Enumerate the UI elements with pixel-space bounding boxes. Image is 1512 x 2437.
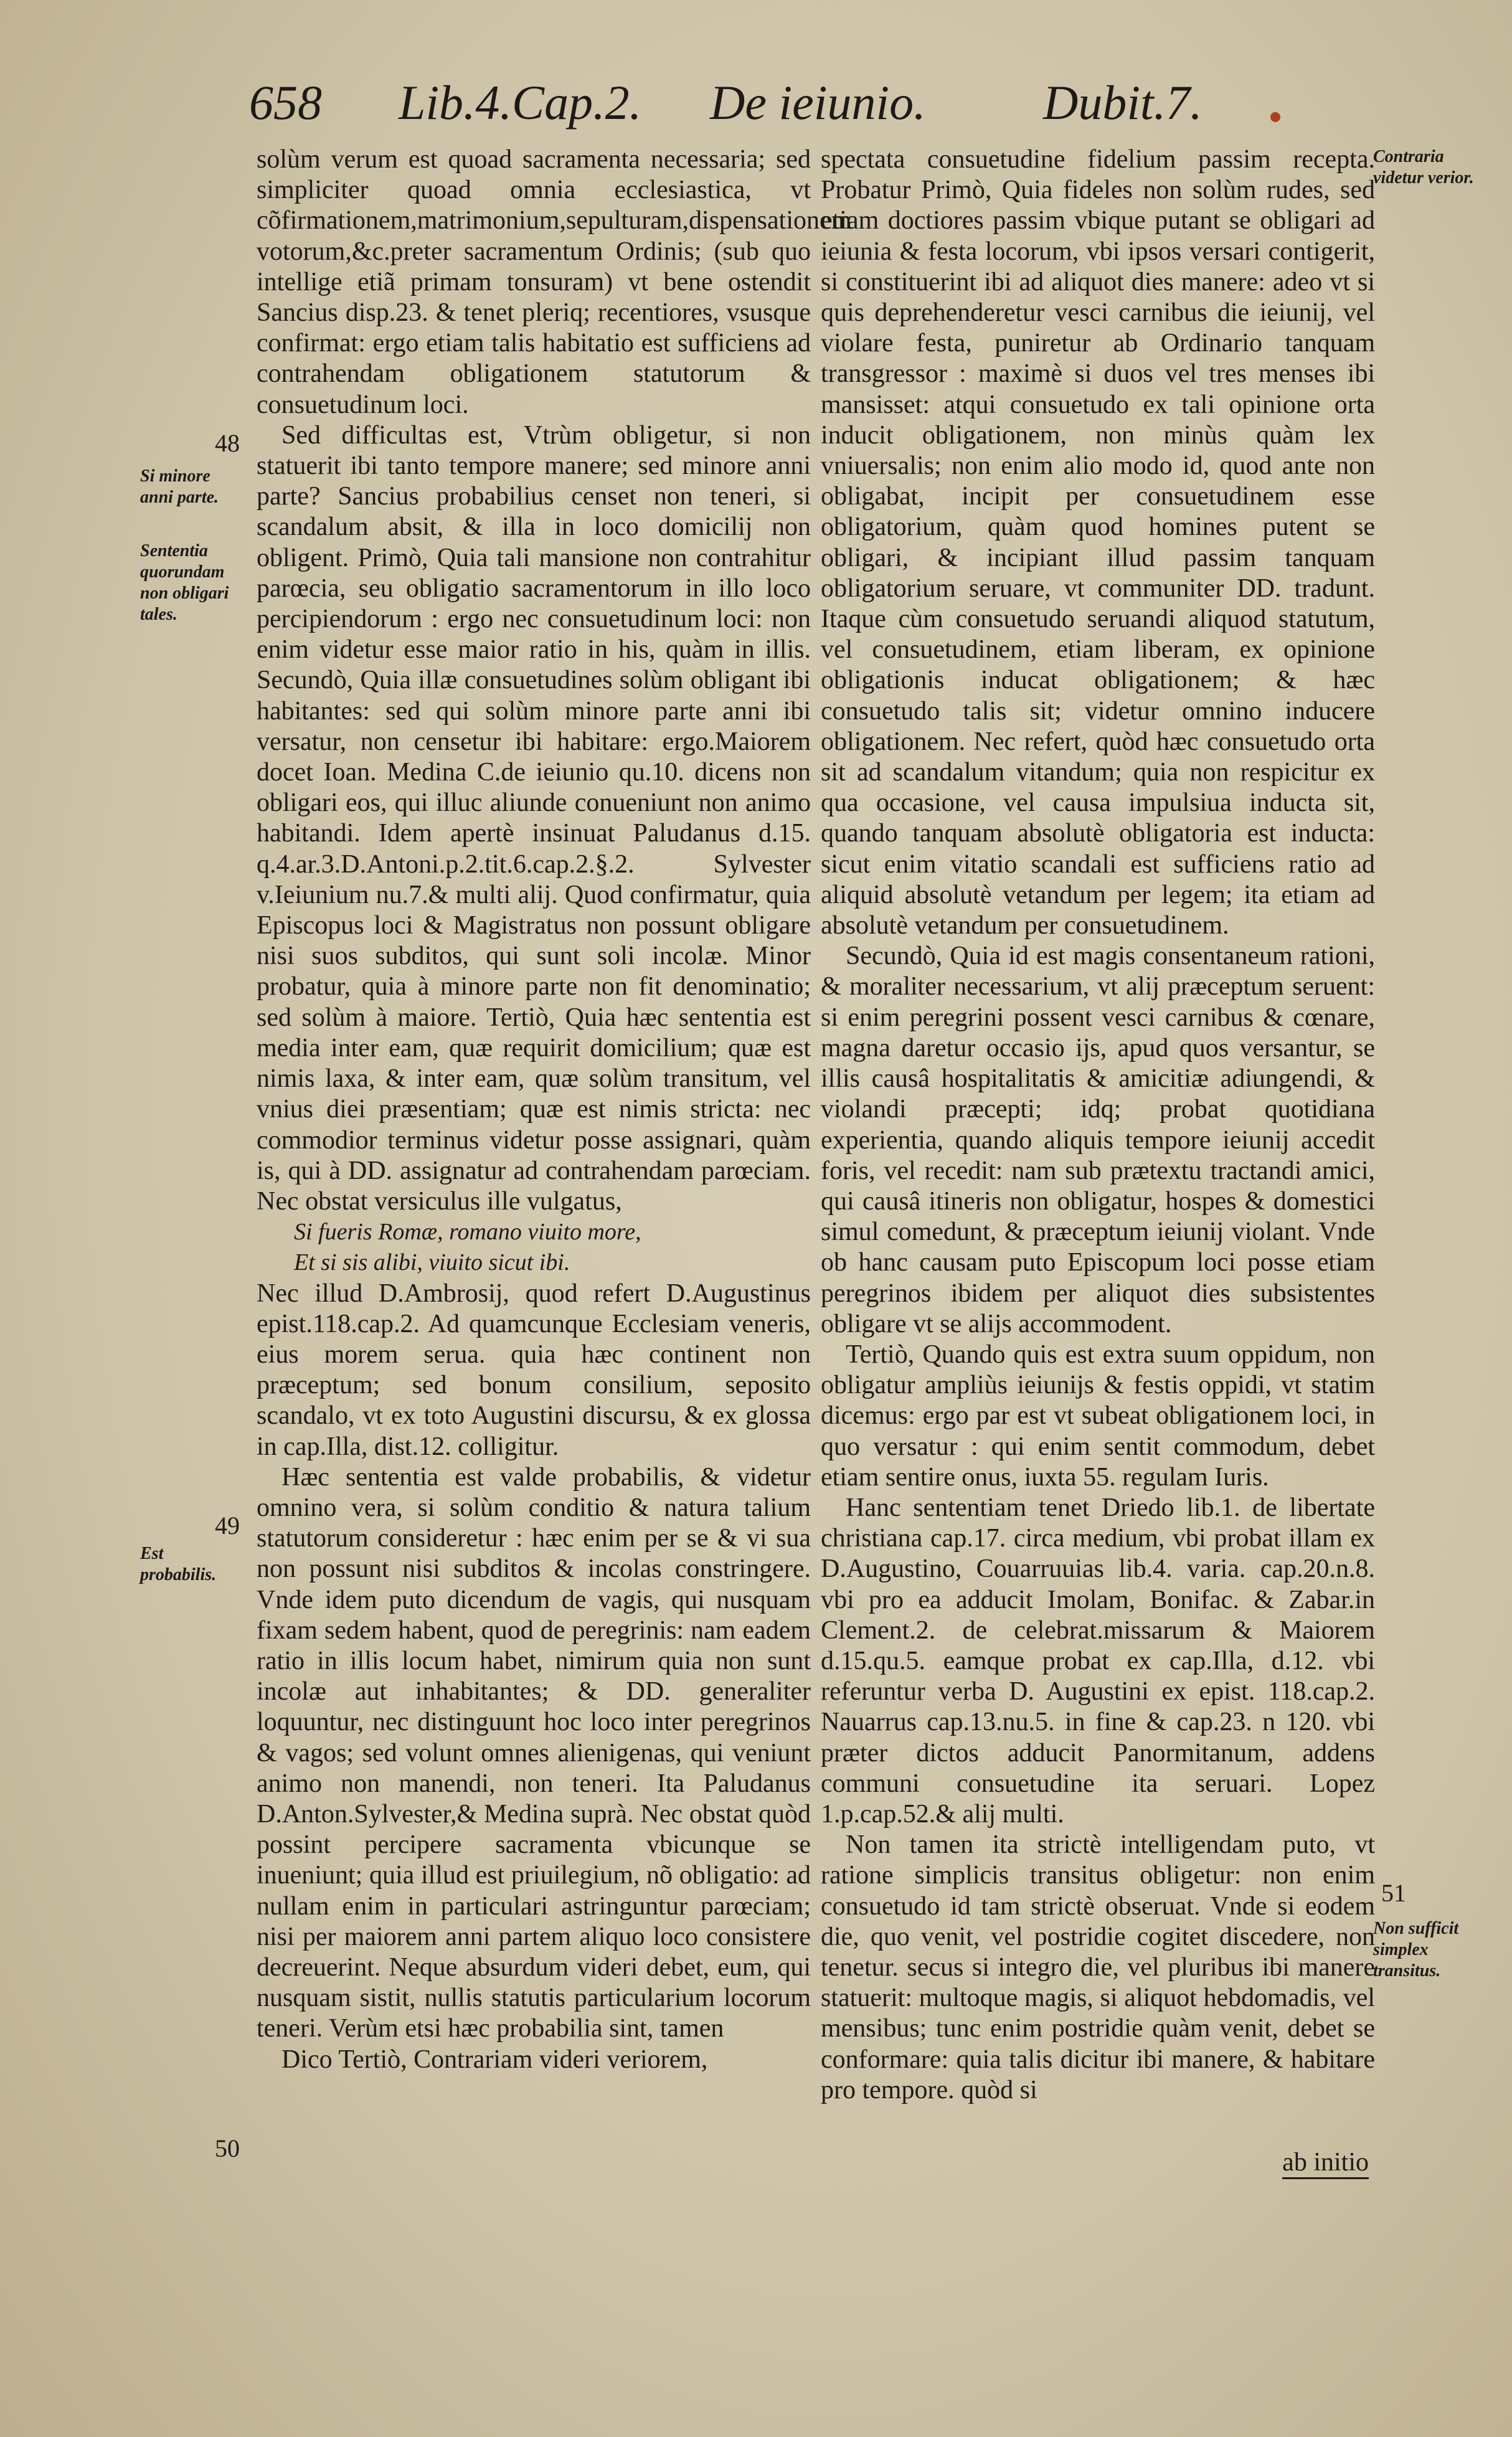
catchword: ab initio <box>1282 2147 1369 2179</box>
margin-note: Non sufficit simplex transitus. <box>1373 1919 1459 1980</box>
section-label: Dubit.7. <box>1043 75 1203 130</box>
margin-note: Contraria videtur verior. <box>1373 147 1474 187</box>
paragraph: Sed difficultas est, Vtrùm obligetur, si non statuerit ibi tanto tempore manere; sed minore anni parte? Sancius probabilius censet non teneri, si scandalum absit, & illa in loco domicilij non obligent. Primò, Quia tali mansione non contrahitur parœcia, seu obligatio sacramentorum in illo loco percipiendorum : ergo nec consuetudinum loci: non enim videtur esse maior ratio in his, quàm in illis. Secundò, Quia illæ consuetudines solùm obligant ibi habitantes: sed qui solùm minore parte anni ibi versatur, non censetur ibi habitare: ergo.Maiorem docet Ioan. Medina C.de ieiunio qu.10. dicens non obligari eos, qui illuc aliunde conueniunt non animo habitandi. Idem apertè insinuat Paludanus d.15. q.4.ar.3.D.Antoni.p.2.tit.6.cap.2.§.2. Sylvester v.Ieiunium nu.7.& multi alij. Quod confirmatur, quia Episcopus loci & Magistratus non possunt obligare nisi suos subditos, qui sunt soli incolæ. Minor probatur, quia à minore parte non fit denominatio; sed solùm à maiore. Tertiò, Quia hæc sententia est media inter eam, quæ requirit domicilium; quæ est nimis laxa, & inter eam, quæ solùm transitum, vel vnius diei præsentiam; quæ est nimis stricta: nec commodior terminus videtur posse assignari, quàm is, qui à DD. assignatur ad contrahendam parœciam. Nec obstat versiculus ille vulgatus, <box>257 420 811 1216</box>
paragraph: solùm verum est quoad sacramenta necessaria; sed simpliciter quoad omnia ecclesiastica, vt cõfirmationem,matrimonium,sepulturam,dispensationem votorum,&c.preter sacramentum Ordinis; (sub quo intellige etiã primam tonsuram) vt bene ostendit Sancius disp.23. & tenet pleriq; recentiores, vsusque confirmat: ergo etiam talis habitatio est sufficiens ad contrahendam obligationem statutorum & consuetudinum loci. <box>257 145 852 419</box>
margin-number: 48 <box>215 429 240 457</box>
paragraph: Hæc sententia est valde probabilis, & videtur omnino vera, si solùm conditio & natura talium statutorum consideretur : hæc enim per se & vi sua non possunt nisi subditos & incolas constringere. Vnde idem puto dicendum de vagis, qui nusquam fixam sedem habent, quod de peregrinis: nam eadem ratio in illis locum habet, nimirum quia non sunt incolæ aut inhabitantes; & DD. generaliter loquuntur, nec distinguunt hoc loco inter peregrinos & vagos; sed volunt omnes alienigenas, qui veniunt animo non manendi, non teneri. Ita Paludanus D.Anton.Sylvester,& Medina suprà. Nec obstat quòd possint percipere sacramenta vbicunque se inueniunt; quia illud est priuilegium, nõ obligatio: ad nullam enim in particulari astringuntur parœciam; nisi per maiorem anni partem aliquo loco consistere decreuerint. Neque absurdum videri debet, eum, qui nusquam sistit, nullis statutis particularium locorum teneri. Verùm etsi hæc probabilia sint, tamen <box>257 1462 811 2043</box>
margin-note: Si minore anni parte. <box>140 466 219 507</box>
page-number: 658 <box>249 75 322 130</box>
paragraph: Non tamen ita strictè intelligendam puto, vt ratione simplicis transitus obligetur: non enim consuetudo id tam strictè obseruat. Vnde si eodem die, quo venit, vel postridie cogitet discedere, non tenetur. secus si integro die, vel pluribus ibi manere statuerit: multoque magis, si aliquot hebdomadis, vel mensibus; tunc enim postridie quàm venit, debet se conformare: quia talis dicitur ibi manere, & habitare pro tempore. quòd si <box>821 1830 1375 2104</box>
margin-number: 50 <box>215 2134 240 2162</box>
paragraph: spectata consuetudine fidelium passim recepta. Probatur Primò, Quia fideles non solùm rudes, sed etiam doctiores passim vbique putant se obligari ad ieiunia & festa locorum, vbi ipsos versari contigerit, si constituerint ibi ad aliquot dies manere: adeo vt si quis deprehenderetur vesci carnibus die ieiunij, vel violare festa, puniretur ab Ordinario tanquam transgressor : maximè si duos vel tres menses ibi mansisset: atqui consuetudo ex tali opinione orta inducit obligationem, non minùs quàm lex vniuersalis; non enim alio modo id, quod ante non obligabat, incipit per consuetudinem esse obligatorium, quàm quod homines putent se obligari, & incipiant illud passim tanquam obligatorium seruare, vt communiter DD. tradunt. Itaque cùm consuetudo seruandi aliquod statutum, vel consuetudinem, etiam liberam, ex opinione obligationis inducat obligationem; & hæc consuetudo talis sit; videtur omnino inducere obligationem. Nec refert, quòd hæc consuetudo orta sit ad scandalum vitandum; quia non respicitur ex qua occasione, vel causa impulsiua inducta sit, quando tanquam absolutè obligatoria est inducta: sicut enim vitatio scandali est sufficiens ratio ad aliquid absolutè vetandum per legem; ita etiam ad absolutè vetandum per consuetudinem. <box>821 145 1375 940</box>
paragraph: Secundò, Quia id est magis consentaneum rationi, & moraliter necessarium, vt alij præceptum seruent: si enim peregrini possent vesci carnibus & cœnare, magna daretur occasio ijs, apud quos versantur, se illis causâ hospitalitatis & amicitiæ adiungendi, & violandi præcepti; idq; probat quotidiana experientia, quando aliquis tempore ieiunij accedit foris, vel recedit: nam sub prætextu tractandi amici, qui causâ itineris non obligatur, hospes & domestici simul comedunt, & præceptum ieiunij violant. Vnde ob hanc causam puto Episcopum loci posse etiam peregrinos ibidem per aliquot dies subsistentes obligare vt se alijs accommodent. <box>821 942 1375 1338</box>
right-column <box>821 144 1375 2106</box>
paragraph: Tertiò, Quando quis est extra suum oppidum, non obligatur ampliùs ieiunijs & festis oppidi, vt statim dicemus: ergo par est vt subeat obligationem loci, in quo versatur : qui enim sentit commodum, debet etiam sentire onus, iuxta 55. regulam Iuris. <box>821 1340 1375 1492</box>
verse-line: Et si sis alibi, viuito sicut ibi. <box>294 1249 570 1276</box>
paragraph: Dico Tertiò, Contrariam videri veriorem, <box>281 2045 708 2074</box>
page-title: De ieiunio. <box>710 75 926 130</box>
verse-line: Si fueris Romæ, romano viuito more, <box>294 1219 641 1246</box>
paragraph: Nec illud D.Ambrosij, quod refert D.Augustinus epist.118.cap.2. Ad quamcunque Ecclesiam veneris, eius morem serua. quia hæc continent non præceptum; sed bonum consilium, seposito scandalo, vt ex toto Augustini discursu, & ex glossa in cap.Illa, dist.12. colligitur. <box>257 1279 811 1461</box>
margin-note: Sententia quorundam non obligari tales. <box>140 541 229 624</box>
left-column <box>257 144 852 2075</box>
margin-number: 51 <box>1381 1879 1406 1907</box>
book-chapter: Lib.4.Cap.2. <box>399 75 642 130</box>
margin-note: Est probabilis. <box>140 1544 217 1584</box>
running-header <box>249 75 1288 137</box>
margin-number: 49 <box>215 1512 240 1540</box>
paragraph: Hanc sententiam tenet Driedo lib.1. de libertate christiana cap.17. circa medium, vbi probat illam ex D.Augustino, Couarruuias lib.4. varia. cap.20.n.8. vbi pro ea adducit Imolam, Bonifac. & Zabar.in Clement.2. de celebrat.missarum & Maiorem d.15.qu.5. eamque probat ex cap.Illa, d.12. vbi referuntur verba D. Augustini ex epist. 118.cap.2. Nauarrus cap.13.nu.5. in fine & cap.23. n 120. vbi præter dictos adducit Panormitanum, addens communi consuetudine ita seruari. Lopez 1.p.cap.52.& alij multi. <box>821 1493 1375 1829</box>
ink-dot <box>1270 112 1280 122</box>
